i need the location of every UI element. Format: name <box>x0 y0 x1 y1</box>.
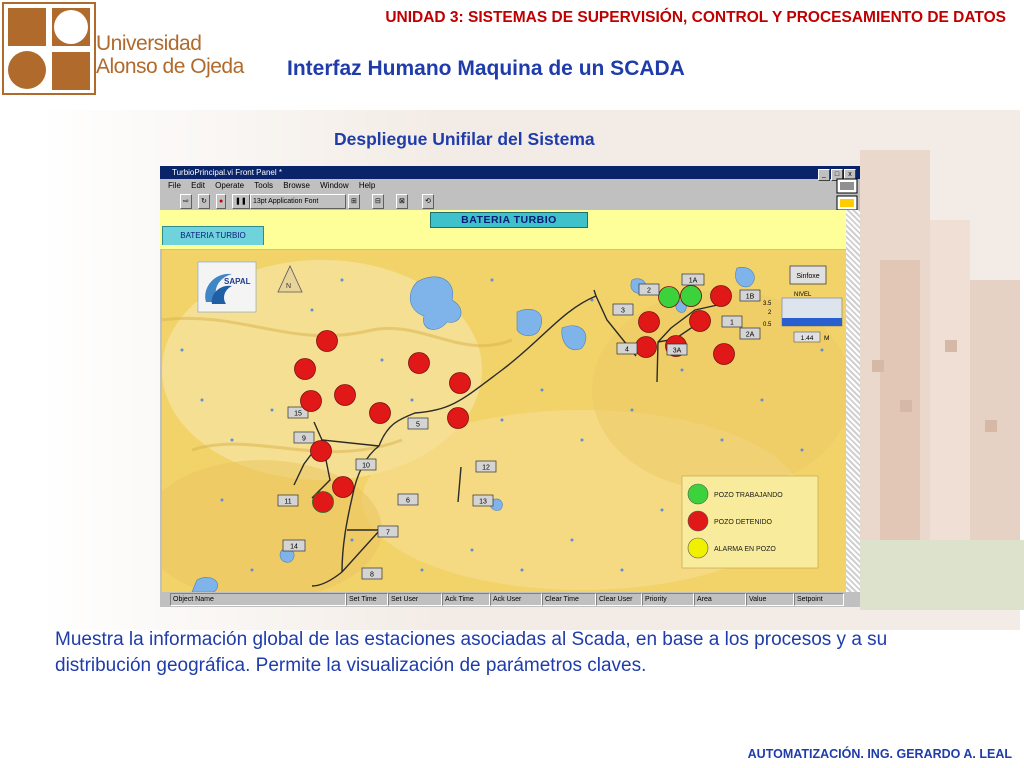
scada-window <box>160 166 860 607</box>
well-2-label: 2 <box>647 287 651 295</box>
maximize-button[interactable]: □ <box>831 169 843 181</box>
slide-title: Interfaz Humano Maquina de un SCADA <box>287 57 685 80</box>
legend-label-2: ALARMA EN POZO <box>714 546 776 553</box>
status-column-9: Value <box>746 593 794 606</box>
minimize-button[interactable]: _ <box>818 169 830 181</box>
well-8-status-light[interactable] <box>333 477 354 498</box>
map-canvas <box>162 250 846 592</box>
sapal-logo <box>198 262 256 312</box>
status-column-7: Priority <box>642 593 694 606</box>
svg-text:SAPAL: SAPAL <box>224 277 251 286</box>
close-button[interactable]: x <box>844 169 856 181</box>
menu-browse[interactable]: Browse <box>283 181 310 190</box>
vi-icon[interactable] <box>836 178 858 212</box>
well-13-label: 13 <box>479 498 487 506</box>
abort-icon[interactable]: ● <box>216 194 226 209</box>
well-5-status-light[interactable] <box>409 353 430 374</box>
font-select[interactable]: 13pt Application Font <box>250 194 346 209</box>
svg-text:0.5: 0.5 <box>763 322 772 328</box>
legend-swatch-1 <box>688 511 708 531</box>
menu-operate[interactable]: Operate <box>215 181 245 190</box>
slide-footer: AUTOMATIZACIÓN. ING. GERARDO A. LEAL <box>747 747 1012 761</box>
well-3-label: 3 <box>621 307 625 315</box>
tab-bateria-turbio[interactable]: BATERIA TURBIO <box>162 226 264 245</box>
status-column-0: Object Name <box>170 593 346 606</box>
status-column-5: Clear Time <box>542 593 596 606</box>
pause-icon[interactable]: ❚❚ <box>232 194 250 209</box>
well-13-status-light[interactable] <box>448 408 469 429</box>
well-11-label: 11 <box>284 498 292 506</box>
well-6-label: 6 <box>406 497 410 505</box>
well-12-label: 12 <box>482 464 490 472</box>
status-column-8: Area <box>694 593 746 606</box>
menu-window[interactable]: Window <box>320 181 349 190</box>
well-6-status-light[interactable] <box>370 403 391 424</box>
well-9-status-light[interactable] <box>295 359 316 380</box>
svg-text:N: N <box>286 283 292 290</box>
slide-subtitle: Despliegue Unifilar del Sistema <box>334 129 595 149</box>
slide-caption: Muestra la información global de las estaciones asociadas al Scada, en base a los procesos y a su distribución geográfica. Permite la visualización de parámetros claves. <box>55 629 888 676</box>
svg-text:2: 2 <box>768 310 772 316</box>
window-title: TurbioPrincipal.vi Front Panel * <box>172 168 282 177</box>
status-column-6: Clear User <box>596 593 642 606</box>
well-15-status-light[interactable] <box>317 331 338 352</box>
well-4-status-light[interactable] <box>636 337 657 358</box>
front-panel-header <box>160 210 846 249</box>
university-logo <box>2 2 96 95</box>
well-7-label: 7 <box>386 529 390 537</box>
align-icon[interactable]: ⊞ <box>348 194 360 209</box>
legend-swatch-0 <box>688 484 708 504</box>
well-7-status-light[interactable] <box>311 441 332 462</box>
status-column-3: Ack Time <box>442 593 490 606</box>
well-1b-status-light[interactable] <box>711 286 732 307</box>
legend-label-0: POZO TRABAJANDO <box>714 492 783 499</box>
well-8-label: 8 <box>370 571 374 579</box>
well-2a-label: 2A <box>745 331 755 339</box>
toolbar <box>160 192 846 210</box>
well-2-status-light[interactable] <box>659 287 680 308</box>
svg-text:3.5: 3.5 <box>763 301 772 307</box>
window-titlebar <box>160 166 860 179</box>
well-11-status-light[interactable] <box>301 391 322 412</box>
well-1a-label: 1A <box>688 277 698 285</box>
status-column-4: Ack User <box>490 593 542 606</box>
level-fill-bar <box>782 318 842 326</box>
well-14-status-light[interactable] <box>313 492 334 513</box>
status-button[interactable] <box>790 266 826 284</box>
svg-text:NIVEL: NIVEL <box>794 292 812 298</box>
well-3-status-light[interactable] <box>639 312 660 333</box>
well-1a-status-light[interactable] <box>681 286 702 307</box>
resize-icon[interactable]: ⊠ <box>396 194 408 209</box>
well-12-status-light[interactable] <box>450 373 471 394</box>
well-2a-status-light[interactable] <box>714 344 735 365</box>
svg-text:Sinfoxe: Sinfoxe <box>796 273 820 280</box>
well-5-label: 5 <box>416 421 420 429</box>
well-10-label: 10 <box>362 462 370 470</box>
well-15-label: 15 <box>294 410 302 418</box>
legend-swatch-2 <box>688 538 708 558</box>
unit-header: UNIDAD 3: SISTEMAS DE SUPERVISIÓN, CONTROL Y PROCESAMIENTO DE DATOS <box>385 9 1006 26</box>
university-name: Universidad Alonso de Ojeda <box>96 32 244 78</box>
well-1b-label: 1B <box>745 293 755 301</box>
alarm-statusbar <box>160 592 860 607</box>
status-column-2: Set User <box>388 593 442 606</box>
legend-label-1: POZO DETENIDO <box>714 519 772 526</box>
svg-text:M: M <box>824 335 830 342</box>
well-1-status-light[interactable] <box>690 311 711 332</box>
status-column-1: Set Time <box>346 593 388 606</box>
run-arrow-icon[interactable]: ⇨ <box>180 194 192 209</box>
geographic-map <box>162 250 846 592</box>
well-4-label: 4 <box>625 346 629 354</box>
status-legend <box>682 476 818 568</box>
run-continuous-icon[interactable]: ↻ <box>198 194 210 209</box>
menu-help[interactable]: Help <box>358 181 376 190</box>
reorder-icon[interactable]: ⟲ <box>422 194 434 209</box>
panel-banner: BATERIA TURBIO <box>430 212 588 228</box>
distribute-icon[interactable]: ⊟ <box>372 194 384 209</box>
menu-edit[interactable]: Edit <box>191 181 205 190</box>
well-14-label: 14 <box>290 543 298 551</box>
menu-file[interactable]: File <box>168 181 181 190</box>
well-1-label: 1 <box>730 319 734 327</box>
status-column-10: Setpoint <box>794 593 844 606</box>
vertical-scrollbar[interactable] <box>846 210 860 600</box>
svg-text:1.44: 1.44 <box>800 335 814 342</box>
well-9-label: 9 <box>302 435 306 443</box>
well-10-status-light[interactable] <box>335 385 356 406</box>
well-3a-label: 3A <box>672 347 682 355</box>
menu-tools[interactable]: Tools <box>254 181 273 190</box>
menu-bar <box>160 179 860 192</box>
